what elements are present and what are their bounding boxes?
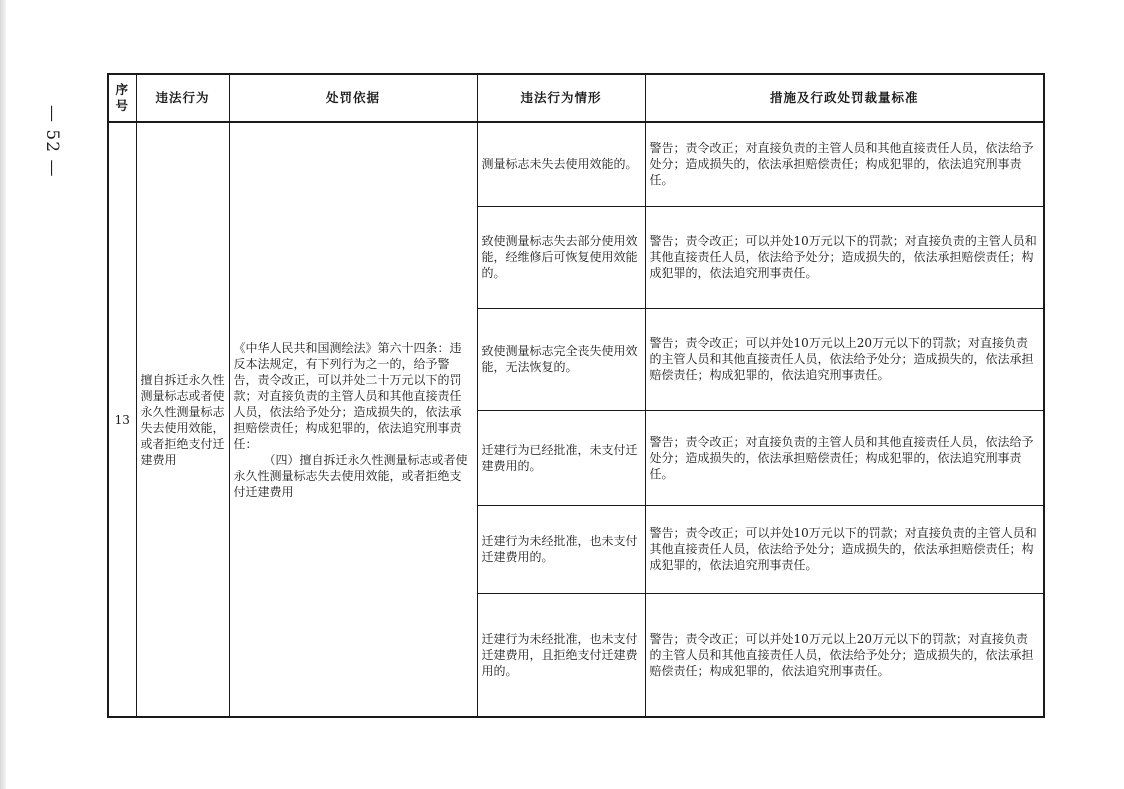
situation-cell: 迁建行为未经批准，也未支付迁建费用，且拒绝支付迁建费用的。: [477, 593, 645, 717]
header-measure: 措施及行政处罚裁量标准: [645, 74, 1044, 122]
page-number: — 52 —: [42, 105, 62, 178]
measure-cell: 警告；责令改正；对直接负责的主管人员和其他直接责任人员，依法给予处分；造成损失的，依法承担赔偿责任；构成犯罪的，依法追究刑事责任。: [645, 410, 1044, 505]
measure-cell: 警告；责令改正；对直接负责的主管人员和其他直接责任人员，依法给予处分；造成损失的，依法承担赔偿责任；构成犯罪的，依法追究刑事责任。: [645, 122, 1044, 206]
situation-cell: 迁建行为未经批准，也未支付迁建费用的。: [477, 505, 645, 593]
situation-cell: 测量标志未失去使用效能的。: [477, 122, 645, 206]
header-seq: 序号: [108, 74, 136, 122]
measure-cell: 警告；责令改正；可以并处10万元以下的罚款；对直接负责的主管人员和其他直接责任人员，依法给予处分；造成损失的，依法承担赔偿责任；构成犯罪的，依法追究刑事责任。: [645, 505, 1044, 593]
header-act: 违法行为: [136, 74, 229, 122]
situation-cell: 致使测量标志完全丧失使用效能，无法恢复的。: [477, 308, 645, 410]
situation-cell: 迁建行为已经批准，未支付迁建费用的。: [477, 410, 645, 505]
entry-act: 擅自拆迁永久性测量标志或者使永久性测量标志失去使用效能，或者拒绝支付迁建费用: [136, 122, 229, 717]
table-header-row: [108, 74, 1044, 122]
basis-item-text: （四）擅自拆迁永久性测量标志或者使永久性测量标志失去使用效能，或者拒绝支付迁建费用: [233, 452, 468, 499]
table-row: [108, 122, 1044, 206]
penalty-standards-table: [107, 73, 1045, 718]
entry-basis: [229, 122, 477, 717]
header-basis: 处罚依据: [229, 74, 477, 122]
basis-main-text: 《中华人民共和国测绘法》第六十四条：违反本法规定，有下列行为之一的，给予警告，责令改正，可以并处二十万元以下的罚款；对直接负责的主管人员和其他直接责任人员，依法给予处分；造成损失的，依法承担赔偿责任；构成犯罪的，依法追究刑事责任：: [233, 340, 462, 451]
situation-cell: 致使测量标志失去部分使用效能，经维修后可恢复使用效能的。: [477, 206, 645, 308]
entry-seq: 13: [108, 122, 136, 717]
header-situation: 违法行为情形: [477, 74, 645, 122]
measure-cell: 警告；责令改正；可以并处10万元以上20万元以下的罚款；对直接负责的主管人员和其他直接责任人员，依法给予处分；造成损失的，依法承担赔偿责任；构成犯罪的，依法追究刑事责任。: [645, 308, 1044, 410]
measure-cell: 警告；责令改正；可以并处10万元以上20万元以下的罚款；对直接负责的主管人员和其他直接责任人员，依法给予处分；造成损失的，依法承担赔偿责任；构成犯罪的，依法追究刑事责任。: [645, 593, 1044, 717]
measure-cell: 警告；责令改正；可以并处10万元以下的罚款；对直接负责的主管人员和其他直接责任人员，依法给予处分；造成损失的，依法承担赔偿责任；构成犯罪的，依法追究刑事责任。: [645, 206, 1044, 308]
